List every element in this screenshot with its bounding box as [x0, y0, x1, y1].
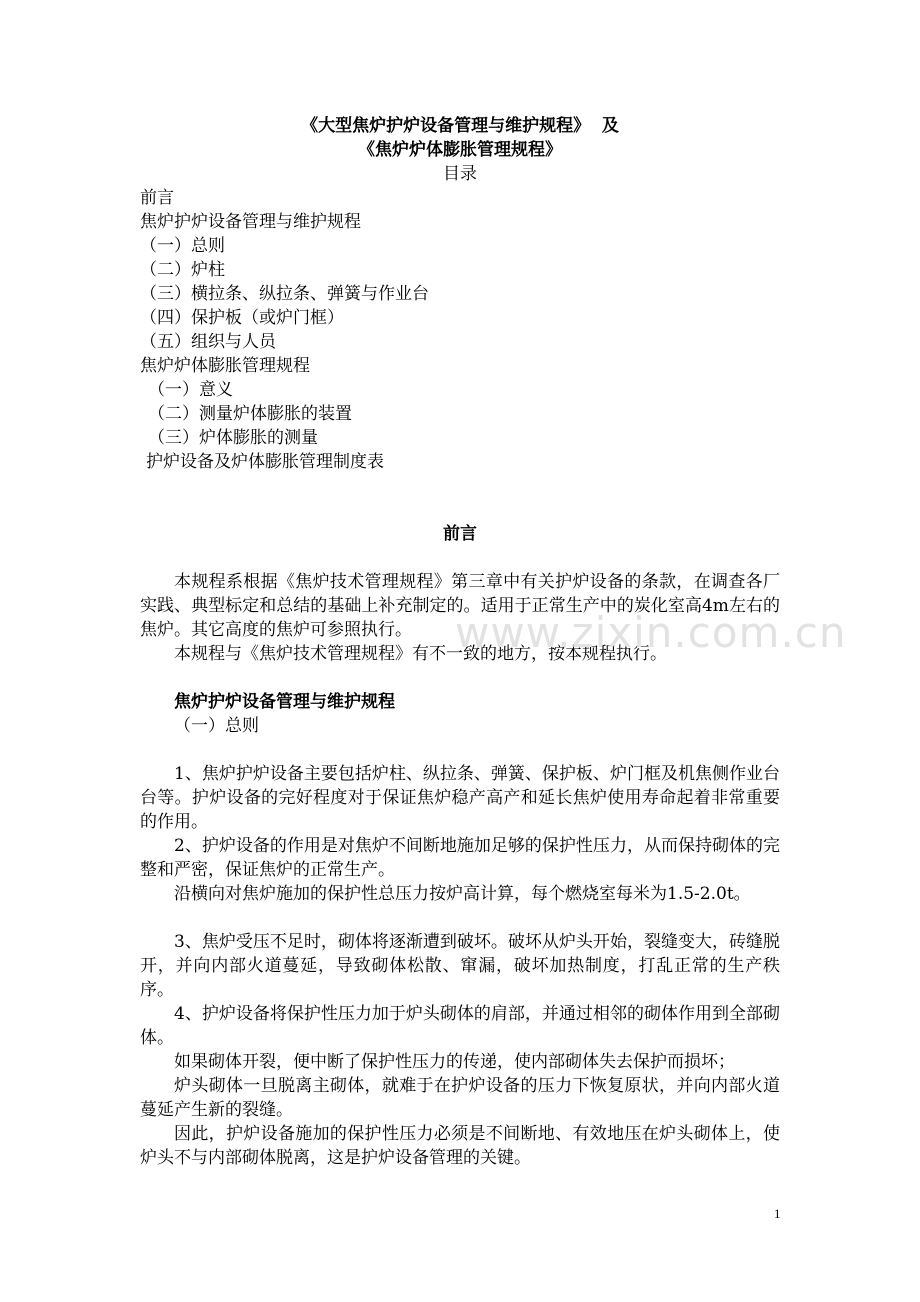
- subsection-heading: （一）总则: [174, 716, 259, 736]
- toc-item: 护炉设备及炉体膨胀管理制度表: [146, 452, 384, 472]
- document-title-line-1: 《大型焦炉护炉设备管理与维护规程》 及: [301, 116, 619, 136]
- body-paragraph-3: 沿横向对焦炉施加的保护性总压力按炉高计算，每个燃烧室每米为1.5-2.0t。: [174, 884, 751, 904]
- page-number: 1: [774, 1206, 781, 1221]
- toc-item: （二）测量炉体膨胀的装置: [148, 404, 352, 424]
- body-paragraph-8: 因此，护炉设备施加的保护性压力必须是不间断地、有效地压在炉头砌体上，使炉头不与内部砌体脱离，这是护炉设备管理的关键。: [140, 1124, 780, 1168]
- toc-item: 前言: [140, 188, 174, 208]
- toc-item: 焦炉护炉设备管理与维护规程: [140, 212, 361, 232]
- body-paragraph-1: 1、焦炉护炉设备主要包括炉柱、纵拉条、弹簧、保护板、炉门框及机焦侧作业台台等。护炉设备的完好程度对于保证焦炉稳产高产和延长焦炉使用寿命起着非常重要的作用。: [140, 764, 780, 832]
- toc-item: （三）炉体膨胀的测量: [148, 428, 318, 448]
- toc-item: 焦炉炉体膨胀管理规程: [140, 356, 310, 376]
- body-paragraph-4: 3、焦炉受压不足时，砌体将逐渐遭到破坏。破坏从炉头开始，裂缝变大，砖缝脱开，并向内部火道蔓延，导致砌体松散、窜漏，破坏加热制度，打乱正常的生产秩序。: [140, 932, 780, 1000]
- body-paragraph-6: 如果砌体开裂，便中断了保护性压力的传递，使内部砌体失去保护而损坏；: [174, 1052, 735, 1072]
- toc-heading: 目录: [443, 164, 477, 184]
- preface-paragraph-1: 本规程系根据《焦炉技术管理规程》第三章中有关护炉设备的条款，在调查各厂实践、典型标定和总结的基础上补充制定的。适用于正常生产中的炭化室高4m左右的焦炉。其它高度的焦炉可参照执行。: [140, 572, 780, 640]
- watermark: www.zixin.com.cn: [455, 608, 847, 657]
- preface-paragraph-2: 本规程与《焦炉技术管理规程》有不一致的地方，按本规程执行。: [174, 644, 667, 664]
- toc-item: （四）保护板（或炉门框）: [140, 308, 344, 328]
- toc-item: （一）总则: [140, 236, 225, 256]
- document-title-line-2: 《焦炉炉体膨胀管理规程》: [358, 140, 562, 160]
- section-heading: 焦炉护炉设备管理与维护规程: [174, 692, 395, 712]
- toc-item: （一）意义: [148, 380, 233, 400]
- toc-item: （二）炉柱: [140, 260, 225, 280]
- toc-item: （五）组织与人员: [140, 332, 276, 352]
- body-paragraph-2: 2、护炉设备的作用是对焦炉不间断地施加足够的保护性压力，从而保持砌体的完整和严密，保证焦炉的正常生产。: [140, 836, 780, 880]
- toc-item: （三）横拉条、纵拉条、弹簧与作业台: [140, 284, 429, 304]
- preface-heading: 前言: [443, 524, 477, 544]
- body-paragraph-7: 炉头砌体一旦脱离主砌体，就难于在护炉设备的压力下恢复原状，并向内部火道蔓延产生新的裂缝。: [140, 1076, 780, 1120]
- body-paragraph-5: 4、护炉设备将保护性压力加于炉头砌体的肩部，并通过相邻的砌体作用到全部砌体。: [140, 1004, 780, 1048]
